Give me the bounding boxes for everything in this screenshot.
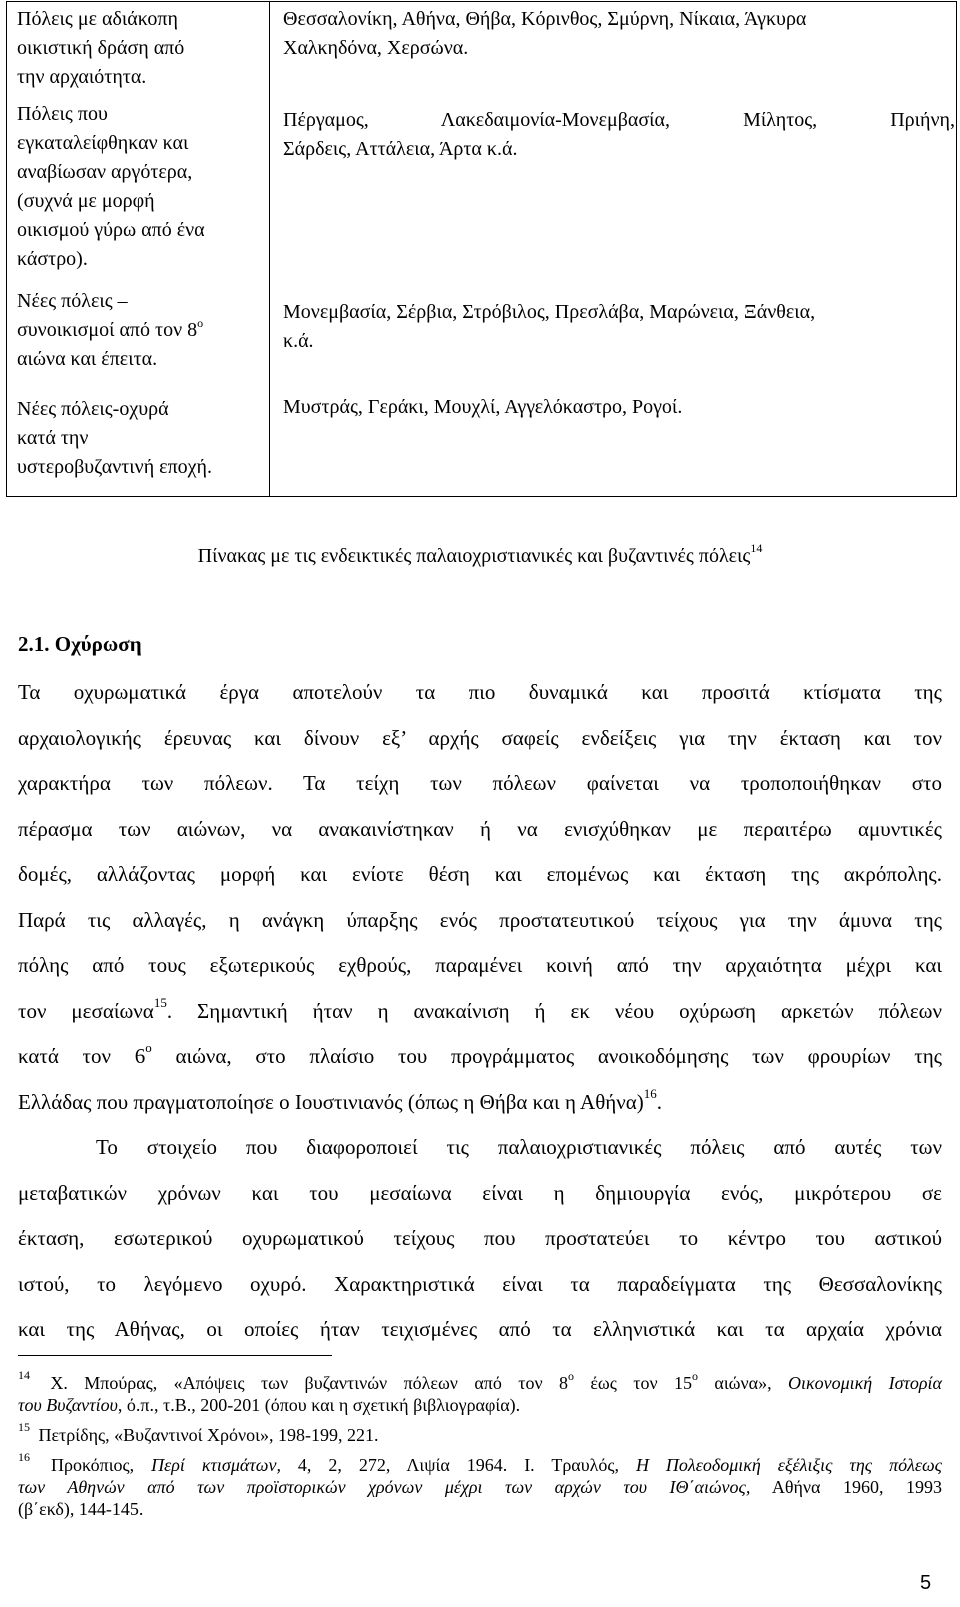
table-text-line: αναβίωσαν αργότερα, [17,161,193,183]
table-column-divider [269,2,270,496]
footnote-separator [18,1355,332,1356]
footnote-text: 4, 2, 272, Λιψία 1964. Ι. Τραυλός, [280,1455,636,1475]
footnote-italic: Περί κτισμάτων, [151,1455,281,1475]
table-row-1-category [17,5,262,92]
body-line: μεταβατικών χρόνων και του μεσαίωνα είναι η δημιουργία ενός, μικρότερου σε [18,1180,942,1205]
superscript: ο [567,1369,574,1383]
body-line [18,1080,942,1126]
body-line: και της Αθήνας, οι οποίες ήταν τειχισμένες από τα ελληνιστικά και τα αρχαία χρόνια [18,1317,942,1341]
footnote-italic: Η Πολεοδομική εξέλιξις της πόλεως [635,1455,942,1475]
page-number: 5 [920,1572,932,1594]
body-line: ιστού, το λεγόμενο οχυρό. Χαρακτηριστικά είναι τα παραδείγματα της Θεσσαλονίκης [18,1271,942,1296]
cities-table [6,1,957,497]
footnotes [18,1364,942,1520]
table-row-2-cities [283,106,955,164]
body-line: Παρά τις αλλαγές, η ανάγκη ύπαρξης ενός προστατευτικού τείχους για την άμυνα της [18,907,942,932]
body-text-part: Ελλάδας που πραγματοποίησε ο Ιουστινιανός (όπως η Θήβα και η Αθήνα) [18,1089,644,1114]
table-text-line: οικισμού γύρω από ένα [17,219,205,241]
table-text-line: κατά την [17,427,89,449]
footnote-number: 16 [18,1450,30,1464]
table-text-line [17,316,262,345]
footnote-line [18,1394,942,1416]
superscript: ο [145,1040,152,1055]
footnote-italic: του Βυζαντίου [18,1395,118,1415]
footnote-ref: 14 [750,541,763,555]
footnote-ref: 16 [643,1085,657,1101]
table-text-line: Θεσσαλονίκη, Αθήνα, Θήβα, Κόρινθος, Σμύρνη, Νίκαια, Άγκυρα [283,8,807,30]
table-text-line: Νέες πόλεις-οχυρά [17,398,169,420]
table-text-line: Μυστράς, Γεράκι, Μουχλί, Αγγελόκαστρο, Ρογοί. [283,396,683,418]
body-line [18,1034,942,1080]
body-text-part: . [656,1089,662,1114]
table-text-line: την αρχαιότητα. [17,66,147,88]
table-text-line: Νέες πόλεις – [17,290,128,312]
table-text-line: κ.ά. [283,330,314,352]
body-text-part: . Σημαντική ήταν η ανακαίνιση ή εκ νέου οχύρωση αρκετών πόλεων [166,998,942,1023]
table-text-line: (συχνά με μορφή [17,190,155,212]
footnote-text: Χ. Μπούρας, «Απόψεις των βυζαντινών πόλεων από τον 8 [34,1373,568,1393]
table-text-line: υστεροβυζαντινή εποχή. [17,456,213,478]
table-row-1-cities [283,5,955,63]
footnote-14 [18,1364,942,1416]
footnote-italic: Οικονομική Ιστορία [787,1373,942,1393]
table-text-line: εγκαταλείφθηκαν και [17,132,189,154]
table-row-3-cities [283,298,955,356]
footnote-text: , ό.π., τ.Β., 200-201 (όπου και η σχετική βιβλιογραφία). [117,1395,521,1415]
footnote-ref: 15 [153,994,167,1010]
footnote-italic: των Αθηνών από των προϊστορικών χρόνων μέχρι των αρχών του ΙΘ΄αιώνος, [18,1477,751,1497]
body-text [18,670,942,1353]
body-line: πόλης από τους εξωτερικούς εχθρούς, παραμένει κοινή από την αρχαιότητα μέχρι και [18,953,942,977]
body-text-part: αιώνα, στο πλαίσιο του προγράμματος ανοικοδόμησης των φρουρίων της [151,1044,942,1068]
footnote-line [18,1446,942,1476]
footnote-number: 15 [18,1420,30,1434]
superscript: ο [692,1369,699,1383]
footnote-text: αιώνα», [698,1373,788,1393]
footnote-text: έως τον 15 [573,1373,693,1393]
table-text-line: Πόλεις που [17,103,108,125]
table-text-line: Χαλκηδόνα, Χερσώνα. [283,37,469,59]
footnote-line [18,1476,942,1498]
table-text-line: οικιστική δράση από [17,37,185,59]
body-line: Τα οχυρωματικά έργα αποτελούν τα πιο δυναμικά και προσιτά κτίσματα της [18,680,942,704]
body-line: Το στοιχείο που διαφοροποιεί τις παλαιοχριστιανικές πόλεις από αυτές των [96,1135,942,1159]
table-row-2-category [17,100,262,274]
footnote-text: Πετρίδης, «Βυζαντινοί Χρόνοι», 198-199, 221. [34,1425,379,1445]
footnote-text: Προκόπιος, [34,1455,152,1475]
table-text-line: Πέργαμος, Λακεδαιμονία-Μονεμβασία, Μίλητος, Πριήνη, [283,109,955,131]
body-line: αρχαιολογικής έρευνας και δίνουν εξ’ αρχής σαφείς ενδείξεις για την έκταση και τον [18,725,942,750]
body-line [18,989,942,1035]
body-line: δομές, αλλάζοντας μορφή και ενίοτε θέση και επομένως και έκταση της ακρόπολης. [18,862,942,886]
footnote-15 [18,1416,942,1446]
table-row-4-cities [283,393,955,422]
section-heading: 2.1. Οχύρωση [18,632,142,656]
table-row-3-category [17,287,262,374]
body-text-part: τον μεσαίωνα [18,998,154,1023]
footnote-16 [18,1446,942,1520]
footnote-line: (β΄εκδ), 144-145. [18,1499,144,1519]
table-text-line: Μονεμβασία, Σέρβια, Στρόβιλος, Πρεσλάβα, Μαρώνεια, Ξάνθεια, [283,301,816,323]
table-text-part: συνοικισμοί από τον 8 [17,319,198,341]
table-text-line: Πόλεις με αδιάκοπη [17,8,178,30]
caption-text: Πίνακας με τις ενδεικτικές παλαιοχριστιανικές και βυζαντινές πόλεις [197,545,751,567]
body-text-part: κατά τον 6 [18,1044,146,1068]
body-line: χαρακτήρα των πόλεων. Τα τείχη των πόλεων φαίνεται να τροποποιήθηκαν στο [18,771,942,795]
table-text-line: κάστρο). [17,248,88,270]
body-line: έκταση, εσωτερικού οχυρωματικού τείχους που προστατεύει το κέντρο του αστικού [18,1226,942,1250]
table-caption [0,543,960,569]
table-row-4-category [17,395,262,482]
footnote-line [18,1364,942,1394]
footnote-text: Αθήνα 1960, 1993 [750,1477,942,1497]
body-line: πέρασμα των αιώνων, να ανακαινίστηκαν ή να ενισχύθηκαν με περαιτέρω αμυντικές [18,816,942,841]
footnote-number: 14 [18,1368,30,1382]
table-text-line: Σάρδεις, Αττάλεια, Άρτα κ.ά. [283,138,518,160]
table-text-line: αιώνα και έπειτα. [17,348,158,370]
superscript: ο [197,316,204,330]
